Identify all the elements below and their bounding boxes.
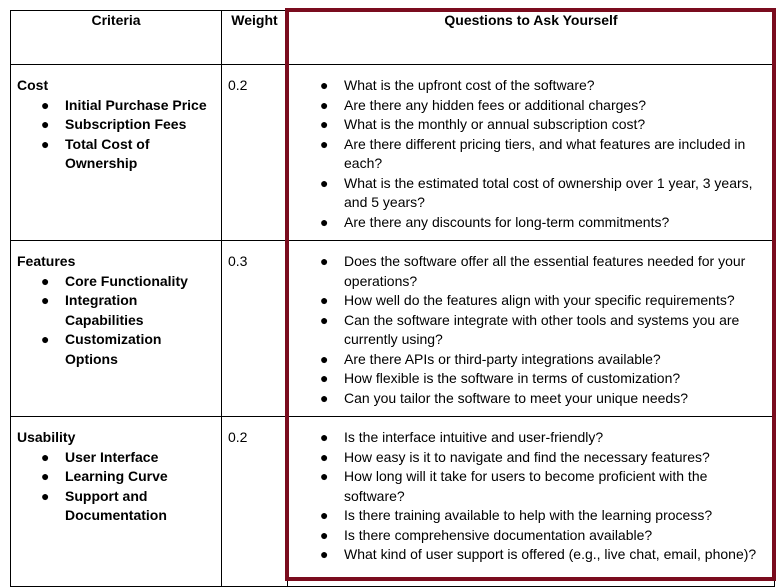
criteria-cell: [11, 417, 222, 587]
question-text: How easy is it to navigate and find the necessary features?: [344, 448, 710, 465]
questions-cell: [288, 241, 775, 417]
list-item: [294, 506, 770, 526]
question-text: Can you tailor the software to meet your unique needs?: [344, 389, 688, 406]
subcriteria-list: [17, 272, 216, 370]
question-text: Is the interface intuitive and user-friendly?: [344, 429, 604, 445]
question-text: Are there any discounts for long-term commitments?: [344, 213, 670, 230]
header-row: [11, 11, 775, 65]
weight-cell: 0.2: [222, 65, 288, 241]
bullet-icon: ●: [41, 292, 50, 308]
list-item: [294, 545, 770, 565]
bullet-icon: ●: [41, 468, 50, 484]
list-item: [17, 467, 216, 487]
list-item: [17, 135, 216, 174]
criteria-title: Cost: [17, 77, 49, 93]
question-text: Are there different pricing tiers, and what features are included in each?: [344, 135, 746, 171]
bullet-icon: ●: [320, 350, 329, 367]
questions-cell: [288, 65, 775, 241]
question-text: What is the monthly or annual subscription cost?: [344, 116, 646, 132]
bullet-icon: ●: [320, 389, 329, 406]
bullet-icon: ●: [320, 253, 329, 269]
header-weight: Weight: [222, 11, 288, 65]
question-text: Does the software offer all the essential features needed for your operations?: [344, 253, 746, 289]
list-item: [294, 135, 770, 174]
bullet-icon: ●: [41, 135, 50, 152]
list-item: [294, 252, 770, 291]
subcriteria-label: Support and Documentation: [65, 487, 167, 523]
subcriteria-list: [17, 96, 216, 174]
list-item: [294, 174, 770, 213]
list-item: [294, 291, 770, 311]
list-item: [294, 526, 770, 546]
question-text: How long will it take for users to become proficient with the software?: [344, 468, 708, 504]
question-text: Can the software integrate with other tools and systems you are currently using?: [344, 311, 740, 347]
bullet-icon: ●: [41, 448, 50, 465]
questions-cell: [288, 417, 775, 587]
questions-list: [294, 428, 770, 565]
bullet-icon: ●: [320, 213, 329, 230]
question-text: How well do the features align with your specific requirements?: [344, 292, 735, 308]
list-item: [294, 96, 770, 116]
criteria-cell: [11, 241, 222, 417]
criteria-title: Features: [17, 253, 76, 269]
question-text: What kind of user support is offered (e.g., live chat, email, phone)?: [344, 546, 757, 562]
subcriteria-label: Integration Capabilities: [65, 292, 144, 328]
bullet-icon: ●: [320, 448, 329, 465]
question-text: Are there APIs or third-party integrations available?: [344, 350, 661, 367]
questions-list: [294, 252, 770, 408]
criteria-title: Usability: [17, 429, 76, 445]
subcriteria-label: Subscription Fees: [65, 116, 187, 132]
list-item: [294, 213, 770, 233]
list-item: [294, 76, 770, 96]
list-item: [294, 467, 770, 506]
list-item: [294, 369, 770, 389]
list-item: [17, 291, 216, 330]
subcriteria-label: Total Cost of Ownership: [65, 135, 150, 171]
header-questions: Questions to Ask Yourself: [288, 11, 775, 65]
list-item: [17, 96, 216, 116]
bullet-icon: ●: [320, 370, 329, 386]
subcriteria-label: Core Functionality: [65, 272, 188, 289]
list-item: [294, 311, 770, 350]
bullet-icon: ●: [41, 487, 50, 504]
bullet-icon: ●: [320, 311, 329, 328]
subcriteria-label: User Interface: [65, 448, 159, 465]
list-item: [294, 115, 770, 135]
criteria-table: [10, 10, 775, 587]
question-text: Is there comprehensive documentation available?: [344, 526, 653, 543]
list-item: [294, 448, 770, 468]
subcriteria-list: [17, 448, 216, 526]
bullet-icon: ●: [320, 507, 329, 523]
list-item: [17, 448, 216, 468]
list-item: [294, 389, 770, 409]
table-row: [11, 65, 775, 241]
subcriteria-label: Customization Options: [65, 331, 162, 367]
subcriteria-label: Learning Curve: [65, 468, 168, 484]
bullet-icon: ●: [41, 331, 50, 347]
question-text: What is the upfront cost of the software?: [344, 77, 595, 93]
bullet-icon: ●: [320, 77, 329, 93]
bullet-icon: ●: [320, 468, 329, 484]
bullet-icon: ●: [320, 116, 329, 132]
question-text: How flexible is the software in terms of customization?: [344, 370, 681, 386]
questions-list: [294, 76, 770, 232]
table-row: [11, 417, 775, 587]
question-text: Is there training available to help with the learning process?: [344, 507, 713, 523]
list-item: [294, 428, 770, 448]
list-item: [17, 272, 216, 292]
question-text: What is the estimated total cost of ownership over 1 year, 3 years, and 5 years?: [344, 174, 753, 210]
bullet-icon: ●: [320, 526, 329, 543]
bullet-icon: ●: [320, 174, 329, 191]
bullet-icon: ●: [320, 546, 329, 562]
bullet-icon: ●: [41, 272, 50, 289]
question-text: Are there any hidden fees or additional charges?: [344, 96, 646, 113]
list-item: [17, 487, 216, 526]
list-item: [294, 350, 770, 370]
bullet-icon: ●: [41, 96, 50, 113]
criteria-cell: [11, 65, 222, 241]
list-item: [17, 330, 216, 369]
table-row: [11, 241, 775, 417]
list-item: [17, 115, 216, 135]
header-criteria: Criteria: [11, 11, 222, 65]
bullet-icon: ●: [41, 116, 50, 132]
subcriteria-label: Initial Purchase Price: [65, 96, 207, 113]
bullet-icon: ●: [320, 135, 329, 152]
weight-cell: 0.3: [222, 241, 288, 417]
weight-cell: 0.2: [222, 417, 288, 587]
bullet-icon: ●: [320, 96, 329, 113]
bullet-icon: ●: [320, 292, 329, 308]
bullet-icon: ●: [320, 429, 329, 445]
